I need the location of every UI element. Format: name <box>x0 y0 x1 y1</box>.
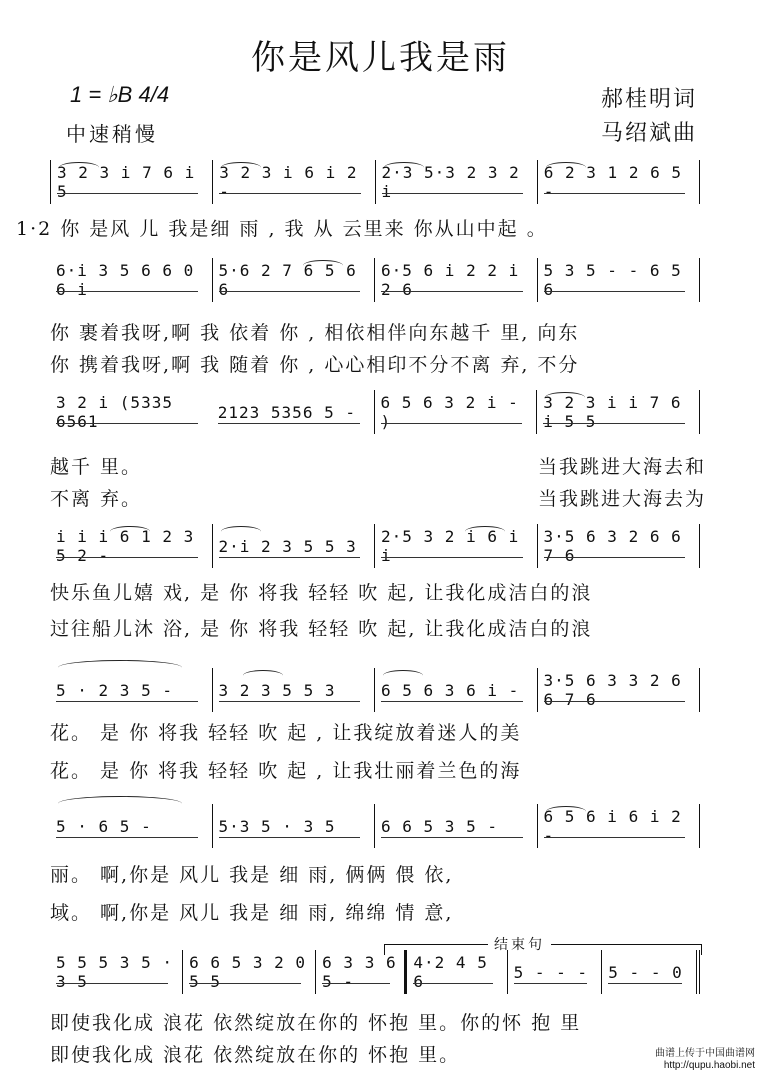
lyricist-credit: 郝桂明词 <box>600 87 697 112</box>
staff-system-4 <box>50 524 700 568</box>
lyric-pickup-verse-2: 当我跳进大海去为 <box>538 488 707 510</box>
lyric-line-verse-1: 越千 里。 <box>50 456 143 478</box>
measure <box>538 668 701 712</box>
lyric-line-verse-2: 即使我化成 浪花 依然绽放在你的 怀抱 里。 <box>50 1044 461 1066</box>
measure-notes: 3 2 i (5335 6561 <box>56 393 173 431</box>
measure <box>213 668 376 712</box>
measure <box>212 390 375 434</box>
watermark-line: 曲谱上传于中国曲谱网 <box>655 1048 755 1059</box>
measure-notes: 5 - - 0 <box>608 962 683 982</box>
measure <box>375 258 538 302</box>
measure <box>50 668 213 712</box>
measure <box>375 804 538 848</box>
measure-notes: 5 5 5 3 5 · 3 5 <box>56 953 173 991</box>
measure-notes: 2123 5356 5 - <box>217 402 356 422</box>
lyric-line-verse-1: 快乐鱼儿嬉 戏, 是 你 将我 轻轻 吹 起, 让我化成洁白的浪 <box>50 582 593 604</box>
tempo-marking: 中速稍慢 <box>66 122 158 146</box>
measure <box>538 258 701 302</box>
measure-notes: 2·i 2 3 5 5 3 <box>218 536 357 556</box>
measure-notes: i i i 6 1 2 3 5 2 - <box>56 527 195 565</box>
measure-notes: 5·3 5 · 3 5 <box>218 816 336 836</box>
measure <box>50 804 213 848</box>
measure <box>316 950 407 994</box>
measure <box>375 668 538 712</box>
measure <box>213 160 375 204</box>
staff-system-2 <box>50 258 700 302</box>
measure <box>407 950 507 994</box>
measure-notes: 6 5 6 3 6 i - <box>381 680 520 700</box>
lyric-line-verse-1: 即使我化成 浪花 依然绽放在你的 怀抱 里。你的怀 抱 里 <box>50 1012 582 1034</box>
measure <box>376 160 538 204</box>
composer-credit: 马绍斌曲 <box>600 121 697 146</box>
lyric-line-verse-2: 你 携着我呀,啊 我 随着 你 , 心心相印不分不离 弃, 不分 <box>50 354 580 376</box>
lyric-line: 1·2 你 是风 儿 我是细 雨 , 我 从 云里来 你从山中起 。 <box>16 218 548 240</box>
measure-notes: 3 2 3 5 5 3 <box>218 680 336 700</box>
measure <box>537 390 700 434</box>
measure <box>183 950 316 994</box>
lyric-pickup-verse-1: 当我跳进大海去和 <box>538 456 707 478</box>
lyric-line-verse-1: 丽。 啊,你是 风儿 我是 细 雨, 俩俩 偎 依, <box>50 864 454 886</box>
measure <box>375 390 538 434</box>
measure-notes: 3 2 3 i 6 i 2 - <box>219 163 358 201</box>
staff-system-3 <box>50 390 700 434</box>
lyric-line-verse-1: 花。 是 你 将我 轻轻 吹 起 , 让我绽放着迷人的美 <box>50 722 522 744</box>
measure <box>538 804 701 848</box>
song-title: 你是风儿我是雨 <box>251 38 510 78</box>
measure <box>538 524 701 568</box>
staff-system-5 <box>50 668 700 712</box>
measure <box>50 950 183 994</box>
staff-system-1 <box>50 160 700 204</box>
measure-notes: 3·5 6 3 2 6 6 7 6 <box>543 527 682 565</box>
measure-notes: 5·6 2 7 6 5 6 6 <box>218 261 357 299</box>
measure <box>213 804 376 848</box>
lyric-line-verse-2: 不离 弃。 <box>50 488 143 510</box>
measure-notes: 6 6 5 3 5 - <box>381 816 498 836</box>
measure-notes: 5 - - - <box>513 962 589 982</box>
measure <box>213 258 376 302</box>
measure <box>508 950 603 994</box>
site-watermark <box>655 1048 755 1072</box>
staff-system-6 <box>50 804 700 848</box>
measure-notes: 6 2 3 1 2 6 5 - <box>543 163 682 201</box>
measure <box>538 160 700 204</box>
measure <box>50 390 212 434</box>
measure-notes: 6·i 3 5 6 6 0 6 i <box>56 261 195 299</box>
measure-notes: 6·5 6 i 2 2 i 2 6 <box>381 261 520 299</box>
measure <box>50 524 213 568</box>
ending-label: 结束句 <box>488 934 551 954</box>
measure-notes: 5 · 2 3 5 - <box>56 680 173 700</box>
staff-system-7 <box>50 950 700 994</box>
measure <box>375 524 538 568</box>
watermark-url: http://qupu.haobi.net <box>663 1060 755 1071</box>
measure-notes: 6 5 6 3 2 i - ) <box>380 393 519 431</box>
measure-notes: 2·3 5·3 2 3 2 i <box>381 163 520 201</box>
key-signature: 1 = ♭B 4/4 <box>70 82 170 107</box>
measure-notes: 6 6 5 3 2 0 5 5 <box>189 953 307 991</box>
lyric-line-verse-1: 你 裹着我呀,啊 我 依着 你 , 相依相伴向东越千 里, 向东 <box>50 322 580 344</box>
lyric-line-verse-2: 花。 是 你 将我 轻轻 吹 起 , 让我壮丽着兰色的海 <box>50 760 522 782</box>
measure <box>50 160 213 204</box>
measure-notes: 5 3 5 - - 6 5 6 <box>543 261 682 299</box>
measure <box>213 524 376 568</box>
measure-notes: 5 · 6 5 - <box>56 816 152 836</box>
measure-notes: 3 2 3 i 7 6 i 5 <box>57 163 196 201</box>
lyric-line-verse-2: 域。 啊,你是 风儿 我是 细 雨, 绵绵 情 意, <box>50 902 454 924</box>
measure-notes: 3·5 6 3 3 2 6 6 7 6 <box>543 671 682 709</box>
measure-notes: 6 5 6 i 6 i 2 - <box>543 807 682 845</box>
measure-notes: 6 3 3 6 5 - <box>322 953 397 991</box>
measure <box>50 258 213 302</box>
measure-final <box>602 950 700 994</box>
lyric-line-verse-2: 过往船儿沐 浴, 是 你 将我 轻轻 吹 起, 让我化成洁白的浪 <box>50 618 593 640</box>
measure-notes: 2·5 3 2 i 6 i i <box>381 527 520 565</box>
measure-notes: 4·2 4 5 6 <box>413 953 488 991</box>
measure-notes: 3 2 3 i i 7 6 i 5 5 <box>543 393 682 431</box>
